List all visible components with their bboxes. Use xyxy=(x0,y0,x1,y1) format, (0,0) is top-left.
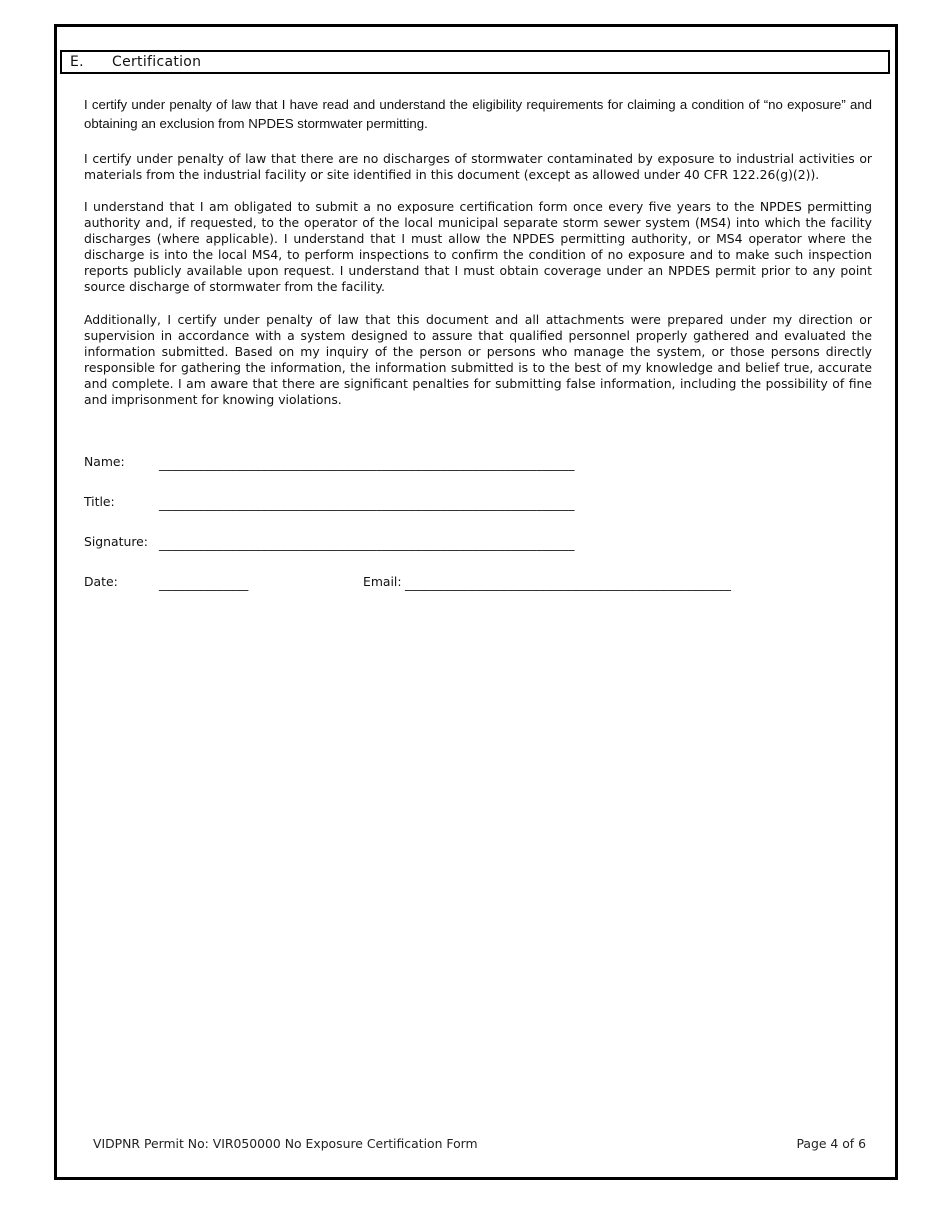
certification-paragraph-4: Additionally, I certify under penalty of law that this document and all attachments were prepared under my direction or supervision in accordance with a system designed to assure that qualified personnel properly gathered and evaluated the information submitted. Based on my inquiry of the person or persons who manage the system, or those persons directly responsible for gathering the information, the information submitted is to the best of my knowledge and belief true, accurate and complete. I am aware that there are significant penalties for submitting false information, including the possibility of fine and imprisonment for knowing violations. xyxy=(84,312,872,407)
footer-form-id: VIDPNR Permit No: VIR050000 No Exposure Certification Form xyxy=(93,1136,478,1151)
title-label: Title: xyxy=(84,494,115,509)
footer-page-number: Page 4 of 6 xyxy=(796,1136,866,1151)
name-field[interactable]: _________________________________________________________________ xyxy=(159,456,575,471)
signature-label: Signature: xyxy=(84,534,148,549)
section-title: Certification xyxy=(112,54,202,70)
date-label: Date: xyxy=(84,574,118,589)
title-field[interactable]: _________________________________________________________________ xyxy=(159,496,575,511)
section-letter: E. xyxy=(70,54,84,70)
certification-paragraph-2: I certify under penalty of law that there are no discharges of stormwater contaminated by exposure to industrial activities or materials from the industrial facility or site identified in this document (except as allowed under 40 CFR 122.26(g)(2)). xyxy=(84,151,872,182)
certification-paragraph-1: I certify under penalty of law that I have read and understand the eligibility requirements for claiming a condition of “no exposure” and obtaining an exclusion from NPDES stormwater permitting. xyxy=(84,97,872,131)
page-border xyxy=(54,24,898,1180)
name-label: Name: xyxy=(84,454,125,469)
email-label: Email: xyxy=(363,574,402,589)
certification-paragraph-3: I understand that I am obligated to submit a no exposure certification form once every five years to the NPDES permitting authority and, if requested, to the operator of the local municipal separate storm sewer system (MS4) into which the facility discharges (where applicable). I understand that I must allow the NPDES permitting authority, or MS4 operator where the discharge is into the local MS4, to perform inspections to confirm the condition of no exposure and to make such inspection reports publicly available upon request. I understand that I must obtain coverage under an NPDES permit prior to any point source discharge of stormwater from the facility. xyxy=(84,199,872,294)
email-field[interactable]: ___________________________________________________ xyxy=(405,576,732,591)
date-field[interactable]: ______________ xyxy=(159,576,249,591)
section-header xyxy=(60,50,890,74)
signature-field[interactable]: _________________________________________________________________ xyxy=(159,536,575,551)
